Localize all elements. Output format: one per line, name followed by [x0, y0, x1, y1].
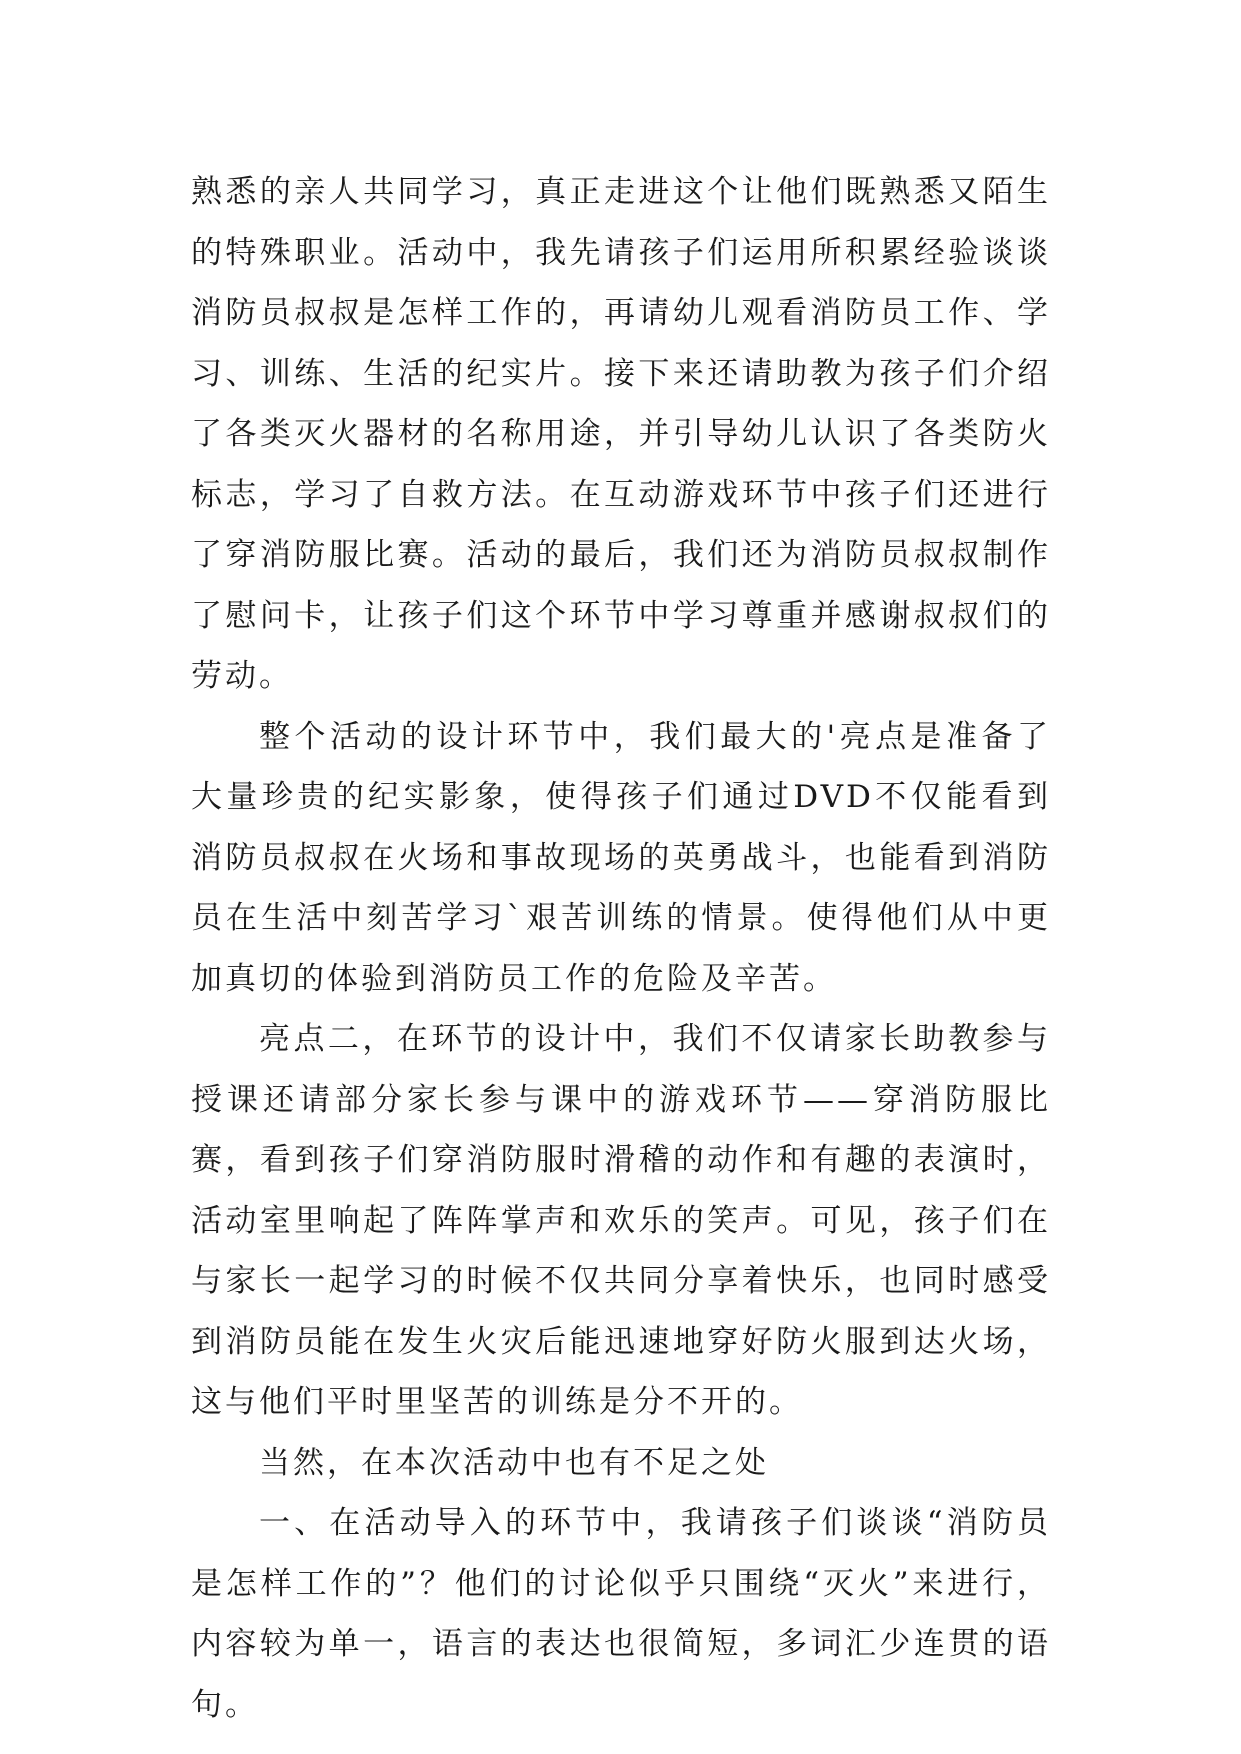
- paragraph-shortcomings-intro: 当然，在本次活动中也有不足之处: [259, 1444, 769, 1481]
- paragraph-highlight-one: 整个活动的设计环节中，我们最大的'亮点是准备了大量珍贵的纪实影象，使得孩子们通过DVD不仅能看到消防员叔叔在火场和事故现场的英勇战斗，也能看到消防员在生活中刻苦学习`艰苦训练的情景。使得他们从中更加真切的体验到消防员工作的危险及辛苦。: [191, 718, 1051, 997]
- paragraph-continuation: 熟悉的亲人共同学习，真正走进这个让他们既熟悉又陌生的特殊职业。活动中，我先请孩子们运用所积累经验谈谈消防员叔叔是怎样工作的，再请幼儿观看消防员工作、学习、训练、生活的纪实片。接下来还请助教为孩子们介绍了各类灭火器材的名称用途，并引导幼儿认识了各类防火标志，学习了自救方法。在互动游戏环节中孩子们还进行了穿消防服比赛。活动的最后，我们还为消防员叔叔制作了慰问卡，让孩子们这个环节中学习尊重并感谢叔叔们的劳动。: [191, 174, 1051, 694]
- paragraph-shortcoming-one: 一、在活动导入的环节中，我请孩子们谈谈“消防员是怎样工作的”？他们的讨论似乎只围绕“灭火”来进行，内容较为单一，语言的表达也很简短，多词汇少连贯的语句。: [191, 1505, 1051, 1723]
- document-body: [191, 162, 1051, 1735]
- paragraph-highlight-two: 亮点二，在环节的设计中，我们不仅请家长助教参与授课还请部分家长参与课中的游戏环节——穿消防服比赛，看到孩子们穿消防服时滑稽的动作和有趣的表演时，活动室里响起了阵阵掌声和欢乐的笑声。可见，孩子们在与家长一起学习的时候不仅共同分享着快乐，也同时感受到消防员能在发生火灾后能迅速地穿好防火服到达火场，这与他们平时里坚苦的训练是分不开的。: [191, 1021, 1051, 1420]
